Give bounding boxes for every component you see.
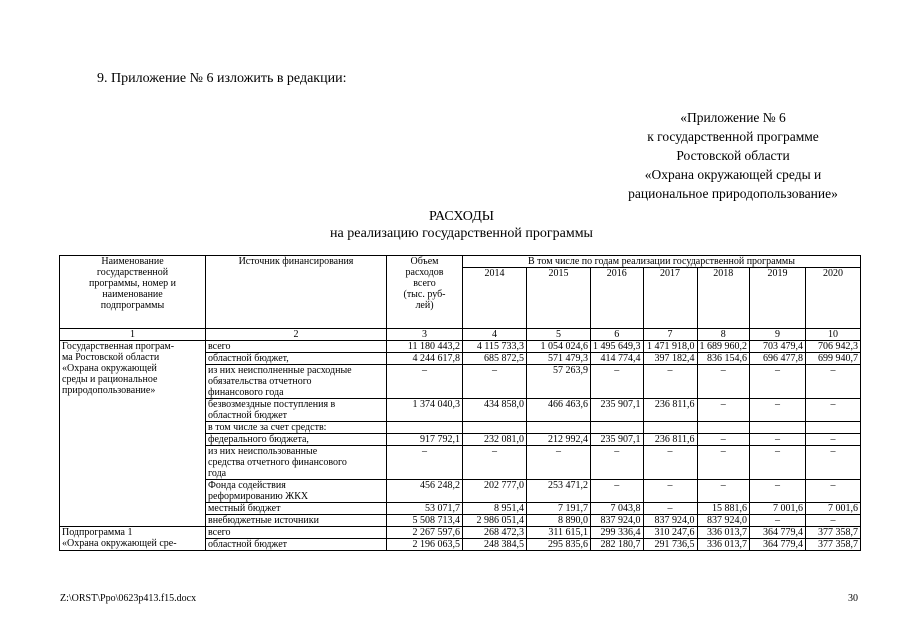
cell-line: лей) [415,300,434,311]
cell-line: внебюджетные источники [208,515,319,526]
value-cell: – [697,365,750,399]
value-cell: 11 180 443,2 [387,341,463,353]
cell-line: всего [208,341,231,352]
value-cell: – [806,515,861,527]
source-cell [206,365,387,399]
value-cell: 7 191,7 [527,503,591,515]
column-number: 10 [806,329,861,341]
value-cell: – [806,434,861,446]
header-by-years: В том числе по годам реализации государственной программы [463,256,861,268]
value-cell: 202 777,0 [463,480,527,503]
value-cell: 696 477,8 [750,353,806,365]
cell-line: ма Ростовской области [62,352,160,363]
cell-line: «Охрана окружающей сре- [62,538,177,549]
column-number: 6 [591,329,644,341]
program-name-cell [60,341,206,527]
header-source: Источник финансирования [206,256,387,329]
header-year: 2020 [806,268,861,329]
column-number: 3 [387,329,463,341]
cell-line: года [208,468,227,479]
cell-line: из них неиспользованные [208,446,318,457]
value-cell: 2 986 051,4 [463,515,527,527]
header-year: 2017 [643,268,697,329]
cell-line: в том числе за счет средств: [208,422,327,433]
value-cell: 5 508 713,4 [387,515,463,527]
value-cell: 1 471 918,0 [643,341,697,353]
source-cell [206,503,387,515]
value-cell: – [643,365,697,399]
cell-line: государственной [96,267,169,278]
value-cell: 414 774,4 [591,353,644,365]
value-cell: 685 872,5 [463,353,527,365]
table-row [60,527,861,539]
value-cell: 1 689 960,2 [697,341,750,353]
source-cell [206,480,387,503]
appendix-line: рациональное природопользование» [628,186,838,201]
column-number: 4 [463,329,527,341]
table-column-numbers-row [60,329,861,341]
value-cell [643,422,697,434]
cell-line: расходов [405,267,444,278]
value-cell: 311 615,1 [527,527,591,539]
cell-line: местный бюджет [208,503,281,514]
value-cell: 1 374 040,3 [387,399,463,422]
value-cell: 57 263,9 [527,365,591,399]
value-cell: 434 858,0 [463,399,527,422]
cell-line: обязательства отчетного [208,376,312,387]
source-cell [206,515,387,527]
value-cell: 2 267 597,6 [387,527,463,539]
cell-line: областной бюджет, [208,353,289,364]
appendix-heading [590,108,876,203]
cell-line: всего [413,278,436,289]
cell-line: безвозмездные поступления в [208,399,336,410]
header-year: 2018 [697,268,750,329]
header-name [60,256,206,329]
cell-line: всего [208,527,231,538]
cell-line: Наименование [101,256,164,267]
value-cell: 837 924,0 [591,515,644,527]
column-number: 5 [527,329,591,341]
cell-line: из них неисполненные расходные [208,365,352,376]
cell-line: областной бюджет [208,410,288,421]
value-cell: 397 182,4 [643,353,697,365]
header-year: 2016 [591,268,644,329]
title-line: РАСХОДЫ [429,209,494,224]
value-cell: 4 244 617,8 [387,353,463,365]
appendix-line: «Приложение № 6 [680,110,786,125]
table-header-row [60,256,861,268]
value-cell: – [806,399,861,422]
value-cell: 295 835,6 [527,539,591,551]
value-cell: – [463,365,527,399]
value-cell: 282 180,7 [591,539,644,551]
value-cell: 7 043,8 [591,503,644,515]
source-cell [206,399,387,422]
column-number: 1 [60,329,206,341]
header-year: 2019 [750,268,806,329]
value-cell: 235 907,1 [591,399,644,422]
value-cell [527,422,591,434]
footer-file-path: Z:\ORST\Ppo\0623p413.f15.docx [60,593,197,604]
value-cell: 703 479,4 [750,341,806,353]
cell-line: наименование [102,289,163,300]
value-cell: – [750,365,806,399]
source-cell [206,446,387,480]
value-cell: – [750,399,806,422]
value-cell: 837 924,0 [697,515,750,527]
value-cell: 232 081,0 [463,434,527,446]
value-cell: – [591,365,644,399]
value-cell: 268 472,3 [463,527,527,539]
cell-line: федерального бюджета, [208,434,309,445]
value-cell: – [806,365,861,399]
value-cell: 15 881,6 [697,503,750,515]
value-cell: – [387,446,463,480]
value-cell [750,422,806,434]
cell-line: среды и рациональное [62,374,158,385]
value-cell: – [387,365,463,399]
value-cell: 466 463,6 [527,399,591,422]
cell-line: Подпрограмма 1 [62,527,133,538]
value-cell [387,422,463,434]
source-cell [206,434,387,446]
value-cell: 310 247,6 [643,527,697,539]
value-cell: 706 942,3 [806,341,861,353]
value-cell: 364 779,4 [750,539,806,551]
cell-line: «Охрана окружающей [62,363,157,374]
value-cell: – [643,446,697,480]
table-row [60,341,861,353]
value-cell: – [697,399,750,422]
value-cell: – [750,434,806,446]
value-cell: 571 479,3 [527,353,591,365]
value-cell: 336 013,7 [697,539,750,551]
value-cell: 4 115 733,3 [463,341,527,353]
source-cell [206,539,387,551]
value-cell [591,422,644,434]
value-cell: 8 951,4 [463,503,527,515]
appendix-line: к государственной программе [647,129,819,144]
value-cell: 253 471,2 [527,480,591,503]
value-cell: – [697,480,750,503]
subprogram-name-cell [60,527,206,551]
value-cell: 456 248,2 [387,480,463,503]
column-number: 9 [750,329,806,341]
header-year: 2015 [527,268,591,329]
value-cell: – [527,446,591,480]
document-title [0,208,905,242]
cell-line: программы, номер и [88,278,177,289]
value-cell: 53 071,7 [387,503,463,515]
value-cell: – [697,446,750,480]
value-cell: 1 495 649,3 [591,341,644,353]
value-cell: – [463,446,527,480]
value-cell: 235 907,1 [591,434,644,446]
value-cell: 7 001,6 [806,503,861,515]
value-cell [463,422,527,434]
value-cell: 837 924,0 [643,515,697,527]
value-cell: – [643,480,697,503]
value-cell: – [591,480,644,503]
cell-line: (тыс. руб- [403,289,446,300]
cell-line: областной бюджет [208,539,288,550]
appendix-line: «Охрана окружающей среды и [644,167,822,182]
value-cell: – [750,446,806,480]
cell-line: природопользование» [62,385,156,396]
value-cell: – [750,480,806,503]
value-cell: – [806,480,861,503]
expenditure-table [59,255,861,551]
value-cell: – [750,515,806,527]
value-cell [697,422,750,434]
value-cell: 2 196 063,5 [387,539,463,551]
column-number: 2 [206,329,387,341]
header-volume [387,256,463,329]
value-cell [806,422,861,434]
page-number: 30 [848,593,858,604]
source-cell [206,527,387,539]
appendix-line: Ростовской области [676,148,790,163]
cell-line: реформированию ЖКХ [208,491,309,502]
source-cell [206,353,387,365]
value-cell: 699 940,7 [806,353,861,365]
value-cell: – [806,446,861,480]
value-cell: 248 384,5 [463,539,527,551]
value-cell: 336 013,7 [697,527,750,539]
value-cell: 291 736,5 [643,539,697,551]
cell-line: финансового года [208,387,284,398]
cell-line: средства отчетного финансового [208,457,347,468]
value-cell: 377 358,7 [806,527,861,539]
cell-line: Объем [410,256,439,267]
value-cell: 212 992,4 [527,434,591,446]
value-cell: – [697,434,750,446]
value-cell: 236 811,6 [643,399,697,422]
source-cell [206,422,387,434]
source-cell [206,341,387,353]
value-cell: 377 358,7 [806,539,861,551]
value-cell: 7 001,6 [750,503,806,515]
value-cell: 236 811,6 [643,434,697,446]
cell-line: Государственная програм- [62,341,175,352]
value-cell: 917 792,1 [387,434,463,446]
header-year: 2014 [463,268,527,329]
value-cell: 8 890,0 [527,515,591,527]
value-cell: 1 054 024,6 [527,341,591,353]
value-cell: – [643,503,697,515]
value-cell: 364 779,4 [750,527,806,539]
cell-line: подпрограммы [100,300,165,311]
value-cell: 299 336,4 [591,527,644,539]
column-number: 8 [697,329,750,341]
subtitle-line: на реализацию государственной программы [330,226,593,241]
column-number: 7 [643,329,697,341]
cell-line: Фонда содействия [208,480,286,491]
amendment-paragraph: 9. Приложение № 6 изложить в редакции: [97,71,347,86]
value-cell: – [591,446,644,480]
value-cell: 836 154,6 [697,353,750,365]
